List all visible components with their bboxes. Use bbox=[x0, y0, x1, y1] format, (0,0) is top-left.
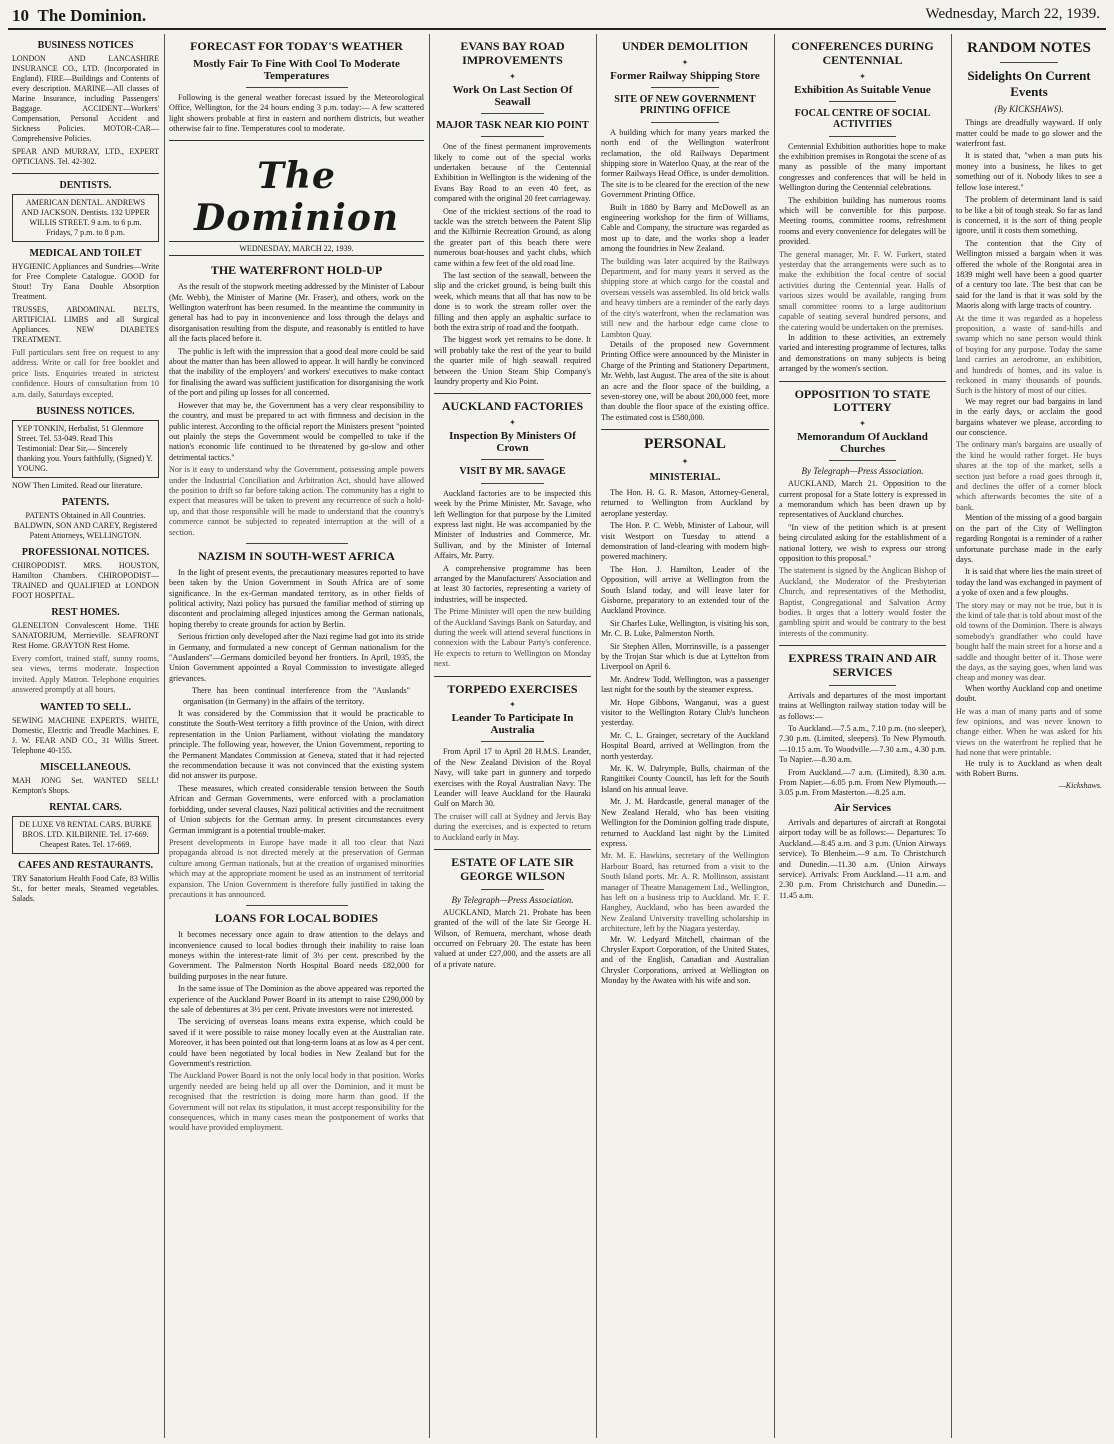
personal-item: The Hon. J. Hamilton, Leader of the Opposition, will arrive at Wellington from the South Island today, and will leave later for Gisborne, preparatory to an extended tour of the Auckland Province. bbox=[601, 564, 769, 616]
note-paragraph: The problem of determinant land is said to be like a bit of tough steak. So far as land is concerned, it is the sort of thing people ignore, until it costs them something. bbox=[956, 195, 1102, 236]
note-paragraph: When worthy Auckland cop and onetime doubt. bbox=[956, 683, 1102, 704]
article-paragraph: Centennial Exhibition authorities hope to make the exhibition premises in Rongotai the scene of as many as possible of the many important congresses and conferences that will be held in Wellington during the Centennial celebrations. bbox=[779, 141, 946, 193]
air-services: Arrivals and departures of aircraft at Rongotai airport today will be as follows:— Departures: To Auckland.—8.45 a.m. and 3 p.m. (Union Airways service). To Blenheim.—9 a.m. To Christchurch and Dunedin.—11.30 a.m. (Union Airways service). Arrivals: From Auckland.—11 a.m. and 2.30 p.m. From Christchurch and Dunedin.—11.45 a.m. bbox=[779, 817, 946, 900]
nameplate: The Dominion bbox=[193, 155, 400, 240]
article-paragraph: "In view of the petition which is at present being circulated asking for the establishment of a national lottery, we wish to express our strong opposition to this proposal." bbox=[779, 522, 946, 563]
ad-sewing: SEWING MACHINE EXPERTS. WHITE, Domestic, Electric and Treadle Machines. F. J. W. FEAR AND CO., 31 Willis Street. Telephone 40-155. bbox=[12, 715, 159, 755]
personal-item: Mr. Andrew Todd, Wellington, was a passenger last night for the south by the steamer express. bbox=[601, 674, 769, 695]
masthead bbox=[8, 2, 1106, 30]
article-headline: OPPOSITION TO STATE LOTTERY bbox=[794, 386, 931, 415]
article-subhead: Air Services bbox=[834, 801, 891, 814]
note-paragraph: We may regret our bad bargains in land in the early days, or acclaim the good bargains whatever we please, according to our conscience. bbox=[956, 396, 1102, 438]
note-paragraph: He truly is to Auckland as when dealt with Robert Burns. bbox=[956, 758, 1102, 779]
page-number: 10 bbox=[12, 6, 29, 25]
ad-misc: MAH JONG Set. WANTED SELL! Kempton's Shops. bbox=[12, 775, 159, 795]
article-paragraph: Auckland factories are to be inspected this week by the Prime Minister, Mr. Savage, who left Wellington for that purpose by the Limited express last night. He was accompanied by the Minister of Industries and Commerce, Mr. Sullivan, and by the Minister of Internal Affairs, Mr. Parry. bbox=[434, 488, 591, 561]
train-arrivals: From Auckland.—7 a.m. (Limited), 8.30 a.m. From Napier.—6.05 p.m. From New Plymouth.—3.05 p.m. From Masterton.—8.25 a.m. bbox=[779, 767, 946, 798]
article-paragraph: One of the trickiest sections of the road to tackle was the stretch between the Patent Slip and the Kilbirnie Recreation Ground, as along the greater part of this beach there were numerous boat-houses and yacht clubs, which came within a few feet of the old road line. bbox=[434, 206, 591, 268]
editorial-paragraph: As the result of the stopwork meeting addressed by the Minister of Labour (Mr. Webb), the Minister of Marine (Mr. Fraser), and others, work on the Wellington waterfront has been resumed. In the meantime the community in general has had to pay in inconvenience and loss through the delays and disorganisation resulting from the dispute, and reasonably is entitled to have all the facts placed before it. bbox=[169, 282, 424, 344]
editorial-paragraph: The servicing of overseas loans means extra expense, which could be saved if it were possible to raise money locally even at the Australian rate. Moreover, it has been pointed out that long-term loans at as low as 4 per cent. could have been negotiated by local bodies in New Zealand but for the Government's restriction. bbox=[169, 1017, 424, 1069]
editorial-headline: THE WATERFRONT HOLD-UP bbox=[210, 263, 383, 278]
editorial-quote: There has been continual interference from the "Auslands" organisation (in Germany) in the affairs of the territory. bbox=[183, 686, 410, 706]
article-deck: VISIT BY MR. SAVAGE bbox=[459, 466, 566, 478]
editorial-paragraph: The public is left with the impression that a good deal more could be said about the matter than has been allowed to appear. It will hardly be convinced that the inability of the employers' and workers' executives to make contact for finalising the award was sufficient justification for disorganising the work of the port and piling up losses for all concerned. bbox=[169, 346, 424, 398]
article-deck: MAJOR TASK NEAR KIO POINT bbox=[436, 119, 589, 131]
ad-london-lancashire: LONDON AND LANCASHIRE INSURANCE CO., LTD. (Incorporated in England). FIRE—Buildings and Contents of every description. MARINE—All classes of Marine Insurance, including Passengers' Baggage. ACCIDENT—Workers' Compensation, Personal Accident and Sickness Policies. MOTOR-CAR—Comprehensive Policies. bbox=[12, 54, 159, 143]
random-notes-column: RANDOM NOTES Sidelights On Current Events (By KICKSHAWS). Things are dreadfully wayward. If only matter could be made to go slower and the waterfront fast. It is stated that, "when a man puts his money into a business, he likes to get something out of it. Nobody likes to see a fellow lose interest." The problem of determinant land is said to be like a bit of tough steak. So far as land is concerned, it is the sort of thing people ignore, until it costs them something. The contention that the City of Wellington missed a bargain when it was offered the whole of the Rongotai area in 1839 might well have been a good quarter of a century too late. The best that can be said for the land is that it was sold by the Maoris along with large tracts of country. At the time it was regarded as a hopeless proposition, a waste of sand-hills and swamp which no sane person would think of buying for any purpose. Today the same land carries an aerodrome, an exhibition, and hundreds of homes, and its value is reckoned in many thousands of pounds. Such is the history of most of our cities. We may regret our bad bargains in land in the early days, or acclaim the good bargains whatever we please, according to our conscience. The ordinary man's bargains are usually of the kind he would rather forget. He buys shares at the top of the market, sells a section just before a road goes through it, and declines the offer of a corner block which afterwards becomes the site of a bank. Mention of the missing of a good bargain on the part of the City of Wellington regarding Rongotai is a reminder of a rather unfortunate purchase made in the early days. It is said that where lies the main street of today the land was exchanged in payment of a yoke of oxen and a few ploughs. The story may or may not be true, but it is the kind of tale that is told about most of the old towns of the Dominion. There is always somebody's grandfather who could have bought half the main street for a horse and a saddle and thought better of it. Those were the days, as the saying goes, when land was cheap and money was dear. When worthy Auckland cop and onetime doubt. He was a man of many parts and of some few opinions, and was never known to change either. When he was asked for his views on the waterfront he replied that he had none that were printable. He truly is to Auckland as when dealt with Robert Burns. —Kickshaws. bbox=[956, 40, 1102, 791]
article-paragraph: Built in 1880 by Barry and McDowell as an engineering workshop for the firm of Williams, Cable and Company, the structure was regarded as most up to date, and the works shop a leader among the foundries in New Zealand. bbox=[601, 202, 769, 254]
article-paragraph: Details of the proposed new Government Printing Office were announced by the Minister in Charge of the Printing and Stationery Department, Mr. Webb, last August. The area of the site is about an acre and the floor space of the building, a seven-storey one, will be about 200,000 feet, more than double the floor space of the existing office. The estimated cost is £580,000. bbox=[601, 339, 769, 422]
ad-rental-cars: DE LUXE V8 RENTAL CARS. BURKE BROS. LTD. KILBIRNIE. Tel. 17-669. Cheapest Rates. Tel. 17-669. bbox=[12, 816, 159, 854]
editorial-paragraph: It becomes necessary once again to draw attention to the delays and inconvenience caused to local bodies through their inability to raise loan moneys within the interest-rate limit of 3½ per cent. prescribed by the Government. The Palmerston North Hospital Board needs £82,000 for building purposes in the near future. bbox=[169, 930, 424, 981]
editorial-date: WEDNESDAY, MARCH 22, 1939. bbox=[169, 241, 424, 256]
section-heading: MEDICAL AND TOILET bbox=[29, 248, 142, 259]
article-headline: EVANS BAY ROAD IMPROVEMENTS bbox=[460, 39, 565, 67]
article-paragraph: AUCKLAND, March 21. Opposition to the current proposal for a State lottery is expressed in a memorandum which has been drawn up by representatives of Auckland churches. bbox=[779, 479, 946, 520]
editorial-paragraph: Serious friction only developed after the Nazi regime had got into its stride in Germany, and formulated a new concept of German nationalism for the "Auslanders"—Germans domiciled beyond her frontiers. In April, 1935, the Union Government appointed a Royal Commission to investigate alleged grievances. bbox=[169, 632, 424, 683]
article-subhead: Exhibition As Suitable Venue bbox=[794, 83, 931, 96]
article-byline: By Telegraph—Press Association. bbox=[451, 894, 574, 905]
article-byline: By Telegraph—Press Association. bbox=[801, 466, 924, 477]
personal-item: Mr. K. W. Dalrymple, Bulls, chairman of the Rangitikei County Council, has left for the South Island on his annual leave. bbox=[601, 764, 769, 794]
column-signature: —Kickshaws. bbox=[1058, 781, 1102, 791]
timetable-intro: Arrivals and departures of the most important trains at Wellington railway station today will be as follows:— bbox=[779, 690, 946, 721]
ad-patents: PATENTS Obtained in All Countries. BALDWIN, SON AND CAREY, Registered Patent Attorneys, WELLINGTON. bbox=[14, 511, 157, 541]
column-byline: (By KICKSHAWS). bbox=[994, 104, 1064, 115]
note-paragraph: It is stated that, "when a man puts his money into a business, he likes to get something out of it. Nobody likes to see a fellow lose interest." bbox=[956, 151, 1102, 192]
article-paragraph: From April 17 to April 28 H.M.S. Leander, of the New Zealand Division of the Royal Navy, will take part in gunnery and torpedo exercises with the Royal Australian Navy. The Leander will leave Auckland for the Hauraki Gulf on March 30. bbox=[434, 747, 591, 809]
editorial-paragraph: It was considered by the Commission that it would be practicable to constitute the South-West territory a fifth province of the Union, with direct representation in the Union Parliament, without violating the mandatory principle. The following year, however, the Union Government, reporting to the Permanent Mandates Commission at Geneva, stated that it had rejected the recommendation because it was not convinced that the existing system did not answer its purpose. bbox=[169, 709, 424, 781]
editorial-paragraph: In the light of present events, the precautionary measures reported to have been taken by the Union Government in South Africa are of some significance. In the ex-German mandated territory, as in other fields of political activity, Nazi policy has pursued the familiar method of stirring up discontent and proclaiming alleged injustices among the German nationals, hoping thereby to create grounds for action by Berlin. bbox=[169, 567, 424, 629]
ad-cafes: TRY Sanatorium Health Food Cafe, 83 Willis St., for better meals, Steamed vegetables. Salads. bbox=[12, 873, 159, 903]
news-column-4: UNDER DEMOLITION ✦ Former Railway Shipping Store SITE OF NEW GOVERNMENT PRINTING OFFICE A building which for many years marked the north end of the Wellington waterfront reclamation, the old Railways Department shipping store in Waterloo Quay, at the rear of the former Railways Head Office, is under demolition. The site is to be cleared for the erection of the new Government Printing Office. Built in 1880 by Barry and McDowell as an engineering workshop for the firm of Williams, Cable and Company, the structure was regarded as most up to date, and the works shop a leader among the foundries in New Zealand. The building was later acquired by the Railways Department, and for many years it served as the shipping store at which cargo for the coastal and overseas vessels was assembled. Its old brick walls and heavy timbers are a reminder of the early days of the city's waterfront, when the reclamation was still new and the harbour edge came close to Lambton Quay. Details of the proposed new Government Printing Office were announced by the Minister in Charge of the Printing and Stationery Department, Mr. Webb, last August. The area of the site is about an acre and the floor space of the building, a seven-storey one, will be about 200,000 feet, more than double the floor space of the existing office. The estimated cost is £580,000. PERSONAL ✦ MINISTERIAL. The Hon. H. G. R. Mason, Attorney-General, returned to Wellington from Auckland by aeroplane yesterday. The Hon. P. C. Webb, Minister of Labour, will visit Westport on Tuesday to attend a demonstration of land-clearing with modern high-powered machinery. The Hon. J. Hamilton, Leader of the Opposition, will arrive at Wellington from the South Island today, and will leave later for Gisborne, preparatory to an extended tour of the Auckland Province. Sir Charles Luke, Wellington, is visiting his son, Mr. C. B. Luke, Palmerston North. Sir Stephen Allen, Morrinsville, is a passenger by the Trojan Star which is due at Lyttelton from Liverpool on April 6. Mr. Andrew Todd, Wellington, was a passenger last night for the south by the steamer express. Mr. Hope Gibbons, Wanganui, was a guest visitor to the Wellington Rotary Club's luncheon yesterday. Mr. C. L. Grainger, secretary of the Auckland Hospital Board, arrived at Wellington from the north yesterday. Mr. K. W. Dalrymple, Bulls, chairman of the Rangitikei County Council, has left for the South Island on his annual leave. Mr. J. M. Hardcastle, general manager of the New Zealand Herald, who has been visiting Wellington for the Dominion golfing trade dispute, returned to Auckland last night by the Limited express. Mr. M. E. Hawkins, secretary of the Wellington Harbour Board, has returned from a visit to the South Island ports. Mr. A. R. Mollinson, assistant manager of Theatre Management Ltd., Wellington, has left on a business trip to Auckland. Mr. F. F. Hanghey, Auckland, who has been awarded the New Zealand University travelling scholarship in architecture, left by the Niagara yesterday. Mr. W. Ledyard Mitchell, chairman of the Chrysler Export Corporation, of the United States, and of the English, Canadian and Australian Chrysler Corporations, arrived at Wellington on Monday by the Awatea with his wife and son. bbox=[601, 39, 769, 986]
article-paragraph: AUCKLAND, March 21. Probate has been granted of the will of the late Sir George H. Wilson, of Remuera, merchant, whose death occurred on February 20. The estate has been valued at under £27,000, and the assets are all of a private nature. bbox=[434, 907, 591, 969]
article-headline: AUCKLAND FACTORIES bbox=[441, 399, 584, 414]
article-deck: FOCAL CENTRE OF SOCIAL ACTIVITIES bbox=[794, 107, 931, 131]
ad-trusses: TRUSSES, ABDOMINAL BELTS, ARTIFICIAL LIMBS and all Surgical Appliances. NEW DIABETES TREATMENT. bbox=[12, 305, 159, 344]
article-subhead: Former Railway Shipping Store bbox=[610, 69, 760, 82]
article-paragraph: The last section of the seawall, between the slip and the cricket ground, is being built this week, which means that all that has now to be done is to work the stream roller over the filling and then apply an asphaltic surface to both the extra strip of road and the footpath. bbox=[434, 270, 591, 332]
editorial-paragraph: These measures, which created considerable tension between the South African and German Governments, were enforced with a proclamation forbidding, under several clauses, Nazi political activities and the recruitment of Union subjects for the German army. In present circumstances every German immigrant is a potential trouble-maker. bbox=[169, 783, 424, 835]
section-heading: PATENTS. bbox=[61, 497, 110, 509]
article-headline: ESTATE OF LATE SIR GEORGE WILSON bbox=[451, 855, 574, 883]
ad-rest-homes: GLENELTON Convalescent Home. THE SANATORIUM, Merrieville. SEAFRONT Rest Home. GRAYTON Rest Home. bbox=[12, 621, 159, 651]
article-subhead: Work On Last Section Of Seawall bbox=[452, 83, 573, 108]
personal-item: Sir Charles Luke, Wellington, is visiting his son, Mr. C. B. Luke, Palmerston North. bbox=[601, 618, 769, 639]
editorial-headline: NAZISM IN SOUTH-WEST AFRICA bbox=[198, 548, 395, 563]
article-headline: UNDER DEMOLITION bbox=[621, 39, 749, 53]
section-heading: DENTISTS. bbox=[59, 180, 112, 191]
article-subhead: Inspection By Ministers Of Crown bbox=[449, 430, 576, 455]
personal-item: Mr. Hope Gibbons, Wanganui, was a guest visitor to the Wellington Rotary Club's luncheon yesterday. bbox=[601, 697, 769, 728]
article-paragraph: A comprehensive programme has been arranged by the Manufacturers' Association and at least 30 factories, representing a variety of industries, will be inspected. bbox=[434, 563, 591, 604]
personal-item: Mr. J. M. Hardcastle, general manager of the New Zealand Herald, who has been visiting Wellington for the Dominion golfing trade dispute, returned to Auckland last night by the Limited express. bbox=[601, 797, 769, 848]
personal-item: Mr. W. Ledyard Mitchell, chairman of the Chrysler Export Corporation, of the United States, and of the English, Canadian and Australian Chrysler Corporations, arrived at Wellington on Monday by the Awatea with his wife and son. bbox=[601, 934, 769, 986]
editorial-headline: LOANS FOR LOCAL BODIES bbox=[214, 911, 379, 926]
ad-yep-tonkin: YEP TONKIN, Herbalist, 51 Glenmore Street. Tel. 53-049. Read This Testimonial: Dear Sir,— Sincerely thanking you. Yours faithfully, (Signed) Y. YOUNG. bbox=[12, 420, 159, 478]
section-heading: WANTED TO SELL. bbox=[39, 701, 132, 713]
note-paragraph: The contention that the City of Wellington missed a bargain when it was offered the whole of the Rongotai area in 1839 might well have been a good quarter of a century too late. The best that can be said for the land is that it was sold by the Maoris along with large tracts of country. bbox=[956, 238, 1102, 311]
forecast-headline: FORECAST FOR TODAY'S WEATHER bbox=[190, 39, 403, 53]
article-headline: EXPRESS TRAIN AND AIR SERVICES bbox=[788, 651, 937, 680]
article-subhead: Leander To Participate In Australia bbox=[451, 712, 574, 737]
ad-hygienic: HYGIENIC Appliances and Sundries—Write for Free Complete Catalogue. GOOD for Stout! Try Eana Double Absorption Treatment. bbox=[12, 262, 159, 301]
column-title: RANDOM NOTES bbox=[967, 40, 1091, 56]
classifieds-column: BUSINESS NOTICES LONDON AND LANCASHIRE INSURANCE CO., LTD. (Incorporated in England). FIRE—Buildings and Contents of every description. MARINE—All classes of Marine Insurance, including Passengers' Baggage. ACCIDENT—Workers' Compensation, Personal Accident and Sickness Policies. MOTOR-CAR—Comprehensive Policies. SPEAR AND MURRAY, LTD., EXPERT OPTICIANS. Tel. 42-302. DENTISTS. AMERICAN DENTAL. ANDREWS AND JACKSON. Dentists. 132 UPPER WILLIS STREET. 9 a.m. to 6 p.m. Fridays, 7 p.m. to 8 p.m. MEDICAL AND TOILET HYGIENIC Appliances and Sundries—Write for Free Complete Catalogue. GOOD for Stout! Try Eana Double Absorption Treatment. TRUSSES, ABDOMINAL BELTS, ARTIFICIAL LIMBS and all Surgical Appliances. NEW DIABETES TREATMENT. Full particulars sent free on request to any address. Write or call for free booklet and price lists. Enquiries treated in strictest confidence. Hours of consultation from 10 a.m. daily, Saturdays excepted. BUSINESS NOTICES. YEP TONKIN, Herbalist, 51 Glenmore Street. Tel. 53-049. Read This Testimonial: Dear Sir,— Sincerely thanking you. Yours faithfully, (Signed) Y. YOUNG. NOW Then Limited. Read our literature. PATENTS. PATENTS Obtained in All Countries. BALDWIN, SON AND CAREY, Registered Patent Attorneys, WELLINGTON. PROFESSIONAL NOTICES. CHIROPODIST. MRS. HOUSTON, Hamilton Chambers. CHIROPODIST—TRAINED and QUALIFIED at LONDON FOOT HOSPITAL. REST HOMES. GLENELTON Convalescent Home. THE SANATORIUM, Merrieville. SEAFRONT Rest Home. GRAYTON Rest Home. Every comfort, trained staff, sunny rooms, sea views, terms moderate. Inspection invited. Apply Matron. Telephone enquiries answered promptly at all hours. WANTED TO SELL. SEWING MACHINE EXPERTS. WHITE, Domestic, Electric and Treadle Machines. F. J. W. FEAR AND CO., 31 Willis Street. Telephone 40-155. MISCELLANEOUS. MAH JONG Set. WANTED SELL! Kempton's Shops. RENTAL CARS. DE LUXE V8 RENTAL CARS. BURKE BROS. LTD. KILBIRNIE. Tel. 17-669. Cheapest Rates. Tel. 17-669. CAFES AND RESTAURANTS. TRY Sanatorium Health Food Cafe, 83 Willis St., for better meals, Steamed vegetables. Salads. bbox=[12, 40, 159, 903]
personal-item: Mr. C. L. Grainger, secretary of the Auckland Hospital Board, arrived at Wellington from the north yesterday. bbox=[601, 730, 769, 761]
ad-spear-murray: SPEAR AND MURRAY, LTD., EXPERT OPTICIANS. Tel. 42-302. bbox=[12, 147, 159, 166]
personal-item: Sir Stephen Allen, Morrinsville, is a passenger by the Trojan Star which is due at Lyttelton from Liverpool on April 6. bbox=[601, 641, 769, 672]
ad-chiropodist: CHIROPODIST. MRS. HOUSTON, Hamilton Chambers. CHIROPODIST—TRAINED and QUALIFIED at LONDON FOOT HOSPITAL. bbox=[12, 561, 159, 601]
article-paragraph: One of the finest permanent improvements likely to come out of the special works undertaken because of the Centennial Exhibition in Wellington is the widening of the Evans Bay Road to an even 40 feet, as compared with the original 20 feet carriageway. bbox=[434, 142, 591, 204]
note-paragraph: Mention of the missing of a good bargain on the part of the City of Wellington regarding Rongotai is a reminder of a rather unfortunate purchase made in the early days. bbox=[956, 513, 1102, 564]
section-heading: PROFESSIONAL NOTICES. bbox=[21, 547, 150, 559]
editorial-column: FORECAST FOR TODAY'S WEATHER Mostly Fair To Fine With Cool To Moderate Temperatures Following is the general weather forecast issued by the Meteorological Office, Wellington, for the 24 hours ending 3 p.m. today:— A few scattered light showers probable at first in eastern and northern districts, but weather otherwise fair to fine. Temperatures cool to moderate. The Dominion WEDNESDAY, MARCH 22, 1939. THE WATERFRONT HOLD-UP As the result of the stopwork meeting addressed by the Minister of Labour (Mr. Webb), the Minister of Marine (Mr. Fraser), and others, work on the Wellington waterfront has been resumed. In the meantime the community in general has had to pay in inconvenience and loss through the delays and disorganisation resulting from the dispute, and reasonably is entitled to have all the facts placed before it. The public is left with the impression that a good deal more could be said about the matter than has been allowed to appear. It will hardly be convinced that the inability of the employers' and workers' executives to make contact for finalising the award was sufficient justification for disorganising the work of the port and piling up losses for all concerned. However that may be, the Government has a very clear responsibility to the country, and must be prepared to act with firmness and decision in the public interest. According to the official report the Ministers present "pointed out plainly the steps the Government would be compelled to take if the nation's economic life continued to be threatened by go-slow and other detrimental tactics." Nor is it easy to understand why the Government, possessing ample powers under the Industrial Conciliation and Arbitration Act, should have allowed the position to drift so far before taking action. The community has a right to expect that measures will be taken to prevent any recurrence of such a hold-up, and that those responsible will be made to understand that the country's commerce cannot be subjected to repeated interruption at the will of a section. NAZISM IN SOUTH-WEST AFRICA In the light of present events, the precautionary measures reported to have been taken by the Union Government in South Africa are of some significance. In the ex-German mandated territory, as in other fields of political activity, Nazi policy has pursued the familiar method of stirring up discontent and proclaiming alleged injustices among the German nationals, hoping thereby to create grounds for action by Berlin. Serious friction only developed after the Nazi regime had got into its stride in Germany, and formulated a new concept of German nationalism for the "Auslanders"—Germans domiciled beyond her frontiers. In April, 1935, the Union Government appointed a Royal Commission to investigate alleged grievances. There has been continual interference from the "Auslands" organisation (in Germany) in the affairs of the territory. It was considered by the Commission that it would be practicable to constitute the South-West territory a fifth province of the Union, with direct representation in the Union Parliament, without violating the mandatory principle. The following year, however, the Union Government, reporting to the Permanent Mandates Commission at Geneva, stated that it had rejected the recommendation because it was not convinced that the existing system did not answer its purpose. These measures, which created considerable tension between the South African and German Governments, were enforced with a proclamation forbidding, under several clauses, Nazi political activities and the recruitment of Union subjects for the German army. In present circumstances every German immigrant is a potential trouble-maker. Present developments in Europe have made it all too clear that Nazi propaganda abroad is not directed merely at the preservation of German culture among German nationals, but at the creation of organised minorities which may at the appropriate moment be used as an instrument of territorial expansion. The Union Government is therefore fully justified in taking the precautions it has announced. LOANS FOR LOCAL BODIES It becomes necessary once again to draw attention to the delays and inconvenience caused to local bodies through their inability to raise loan moneys within the interest-rate limit of 3½ per cent. prescribed by the Government. The Palmerston North Hospital Board needs £82,000 for building purposes in the near future. In the same issue of The Dominion as the above appeared was reported the experience of the Auckland Power Board in its attempt to raise £290,000 by the sale of debentures at 3½ per cent. Private investors were not interested. The servicing of overseas loans means extra expense, which could be saved if it were possible to raise money locally even at the Australian rate. Moreover, it has been pointed out that long-term loans at as low as 4 per cent. could have been negotiated by local bodies in New Zealand but for the Government's restriction. The Auckland Power Board is not the only local body in that position. Works urgently needed are being held up all over the Dominion, and it must be recognised that the restriction is doing more harm than good. If the Government will not relax its stipulation, it must accept responsibility for the consequences, which in many cases mean the postponement of works that would have provided employment. bbox=[169, 39, 424, 1133]
section-heading: BUSINESS NOTICES bbox=[37, 40, 134, 51]
section-heading: REST HOMES. bbox=[51, 607, 120, 619]
article-headline: PERSONAL bbox=[644, 436, 726, 453]
news-column-5: CONFERENCES DURING CENTENNIAL ✦ Exhibition As Suitable Venue FOCAL CENTRE OF SOCIAL ACTIVITIES Centennial Exhibition authorities hope to make the exhibition premises in Rongotai the scene of as many as possible of the many important congresses and conferences that will be held in Wellington during the Centennial celebrations. The exhibition building has numerous rooms which will be convertible for this purpose. Meeting rooms, committee rooms, refreshment rooms and every convenience for delegates will be provided. The general manager, Mr. F. W. Furkert, stated yesterday that the arrangements were such as to make the exhibition the focal centre of social activities during the Centennial year. Halls of various sizes would be available, ranging from small committee rooms to a large auditorium capable of seating several hundred persons, and the catering would be undertaken on the premises. In addition to these activities, an extremely varied and interesting programme of lectures, talks and demonstrations on many subjects is being arranged by the women's section. OPPOSITION TO STATE LOTTERY ✦ Memorandum Of Auckland Churches By Telegraph—Press Association. AUCKLAND, March 21. Opposition to the current proposal for a State lottery is expressed in a memorandum which has been drawn up by representatives of Auckland churches. "In view of the petition which is at present being circulated asking for the establishment of a national lottery, we wish to express our strong opposition to this proposal." The statement is signed by the Anglican Bishop of Auckland, the Moderator of the Presbyterian Church, and representatives of the Methodist, Baptist, Congregational and Salvation Army bodies. It urges that a lottery would foster the gambling spirit and would be contrary to the best interests of the community. EXPRESS TRAIN AND AIR SERVICES Arrivals and departures of the most important trains at Wellington railway station today will be as follows:— To Auckland.—7.5 a.m., 7.10 p.m. (no sleeper), 7.30 p.m. (Limited, sleepers). To New Plymouth.—10.15 a.m. To Woodville.—7.30 a.m., 4.30 p.m. To Napier.—8.30 a.m. From Auckland.—7 a.m. (Limited), 8.30 a.m. From Napier.—6.05 p.m. From New Plymouth.—3.05 p.m. From Masterton.—8.25 a.m. Air Services Arrivals and departures of aircraft at Rongotai airport today will be as follows:— Departures: To Auckland.—8.45 a.m. and 3 p.m. (Union Airways service). To Blenheim.—9 a.m. To Christchurch and Dunedin.—11.30 a.m. (Union Airways service). Arrivals: From Auckland.—11 a.m. and 2.30 p.m. From Christchurch and Dunedin.—11.45 a.m. bbox=[779, 39, 946, 900]
section-heading: CAFES AND RESTAURANTS. bbox=[17, 859, 154, 871]
section-heading: MISCELLANEOUS. bbox=[40, 761, 131, 773]
forecast-subhead: Mostly Fair To Fine With Cool To Moderate Temperatures bbox=[193, 57, 400, 82]
editorial-paragraph: In the same issue of The Dominion as the above appeared was reported the experience of the Auckland Power Board in its attempt to raise £290,000 by the sale of debentures at 3½ per cent. Private investors were not interested. bbox=[169, 984, 424, 1014]
ad-now-then: NOW Then Limited. Read our literature. bbox=[12, 481, 143, 491]
forecast-body: Following is the general weather forecast issued by the Meteorological Office, Wellington, for the 24 hours ending 3 p.m. today:— A few scattered light showers probable at first in eastern and northern districts, but weather otherwise fair to fine. Temperatures cool to moderate. bbox=[169, 92, 424, 134]
section-heading: BUSINESS NOTICES. bbox=[36, 406, 135, 418]
masthead-left bbox=[12, 6, 146, 26]
personal-item: The Hon. H. G. R. Mason, Attorney-General, returned to Wellington from Auckland by aeroplane yesterday. bbox=[601, 487, 769, 518]
article-paragraph: The exhibition building has numerous rooms which will be convertible for this purpose. Meeting rooms, committee rooms, refreshment rooms and every convenience for delegates will be provided. bbox=[779, 195, 946, 247]
news-column-3: EVANS BAY ROAD IMPROVEMENTS ✦ Work On Last Section Of Seawall MAJOR TASK NEAR KIO POINT One of the finest permanent improvements likely to come out of the special works undertaken because of the Centennial Exhibition in Wellington is the widening of the Evans Bay Road to an even 40 feet, as compared with the original 20 feet carriageway. One of the trickiest sections of the road to tackle was the stretch between the Patent Slip and the Kilbirnie Recreation Ground, as along the greater part of this beach there were numerous boat-houses and yacht clubs, which came within a few feet of the old road line. The last section of the seawall, between the slip and the cricket ground, is being built this week, which means that all that has now to be done is to work the stream roller over the filling and then apply an asphaltic surface to both the extra strip of road and the footpath. The biggest work yet remains to be done. It will probably take the rest of the year to build the quarter mile of high seawall required between the Union Steam Ship Company's laundry property and Kio Point. AUCKLAND FACTORIES ✦ Inspection By Ministers Of Crown VISIT BY MR. SAVAGE Auckland factories are to be inspected this week by the Prime Minister, Mr. Savage, who left Wellington for that purpose by the Limited express last night. He was accompanied by the Minister of Industries and Commerce, Mr. Sullivan, and by the Minister of Internal Affairs, Mr. Parry. A comprehensive programme has been arranged by the Manufacturers' Association and at least 30 factories, representing a variety of industries, will be inspected. The Prime Minister will open the new building of the Auckland Savings Bank on Saturday, and during the week will attend several functions in connexion with the Labour Party's conference. He expects to return to Wellington on Monday next. TORPEDO EXERCISES ✦ Leander To Participate In Australia From April 17 to April 28 H.M.S. Leander, of the New Zealand Division of the Royal Navy, will take part in gunnery and torpedo exercises with the Royal Australian Navy. The Leander will leave Auckland for the Hauraki Gulf on March 30. The cruiser will call at Sydney and Jervis Bay during the exercises, and is expected to return to Auckland early in May. ESTATE OF LATE SIR GEORGE WILSON By Telegraph—Press Association. AUCKLAND, March 21. Probate has been granted of the will of the late Sir George H. Wilson, of Remuera, merchant, whose death occurred on February 20. The estate has been valued at under £27,000, and the assets are all of a private nature. bbox=[434, 39, 591, 969]
section-heading: RENTAL CARS. bbox=[49, 801, 122, 813]
article-subhead: Memorandum Of Auckland Churches bbox=[797, 431, 928, 456]
note-paragraph: Things are dreadfully wayward. If only matter could be made to go slower and the waterfront fast. bbox=[956, 118, 1102, 149]
article-deck: SITE OF NEW GOVERNMENT PRINTING OFFICE bbox=[614, 93, 756, 117]
column-subtitle: Sidelights On Current Events bbox=[967, 68, 1091, 100]
train-departures: To Auckland.—7.5 a.m., 7.10 p.m. (no sleeper), 7.30 p.m. (Limited, sleepers). To New Plymouth.—10.15 a.m. To Woodville.—7.30 a.m., 4.30 p.m. To Napier.—8.30 a.m. bbox=[779, 724, 946, 765]
article-paragraph: A building which for many years marked the north end of the Wellington waterfront reclamation, the old Railways Department shipping store in Waterloo Quay, at the rear of the former Railways Head Office, is under demolition. The site is to be cleared for the erection of the new Government Printing Office. bbox=[601, 127, 769, 200]
article-headline: CONFERENCES DURING CENTENNIAL bbox=[791, 39, 934, 67]
article-paragraph: The biggest work yet remains to be done. It will probably take the rest of the year to build the quarter mile of high seawall required between the Union Steam Ship Company's laundry property and Kio Point. bbox=[434, 335, 591, 387]
article-deck: MINISTERIAL. bbox=[649, 472, 721, 484]
personal-item: The Hon. P. C. Webb, Minister of Labour, will visit Westport on Tuesday to attend a demonstration of land-clearing with modern high-powered machinery. bbox=[601, 521, 769, 562]
editorial-paragraph: However that may be, the Government has a very clear responsibility to the country, and must be prepared to act with firmness and decision in the public interest. According to the official report the Ministers present "pointed out plainly the steps the Government would be compelled to take if the nation's economic life continued to be threatened by go-slow and other detrimental tactics." bbox=[169, 400, 424, 462]
note-paragraph: It is said that where lies the main street of today the land was exchanged in payment of a yoke of oxen and a few ploughs. bbox=[956, 567, 1102, 598]
article-headline: TORPEDO EXERCISES bbox=[447, 681, 578, 696]
issue-date: Wednesday, March 22, 1939. bbox=[925, 6, 1100, 22]
paper-title: The Dominion. bbox=[37, 6, 147, 25]
article-paragraph: In addition to these activities, an extremely varied and interesting programme of lectures, talks and demonstrations on many subjects is being arranged by the women's section. bbox=[779, 332, 946, 374]
ad-american-dental: AMERICAN DENTAL. ANDREWS AND JACKSON. Dentists. 132 UPPER WILLIS STREET. 9 a.m. to 6 p.m. Fridays, 7 p.m. to 8 p.m. bbox=[12, 194, 159, 242]
